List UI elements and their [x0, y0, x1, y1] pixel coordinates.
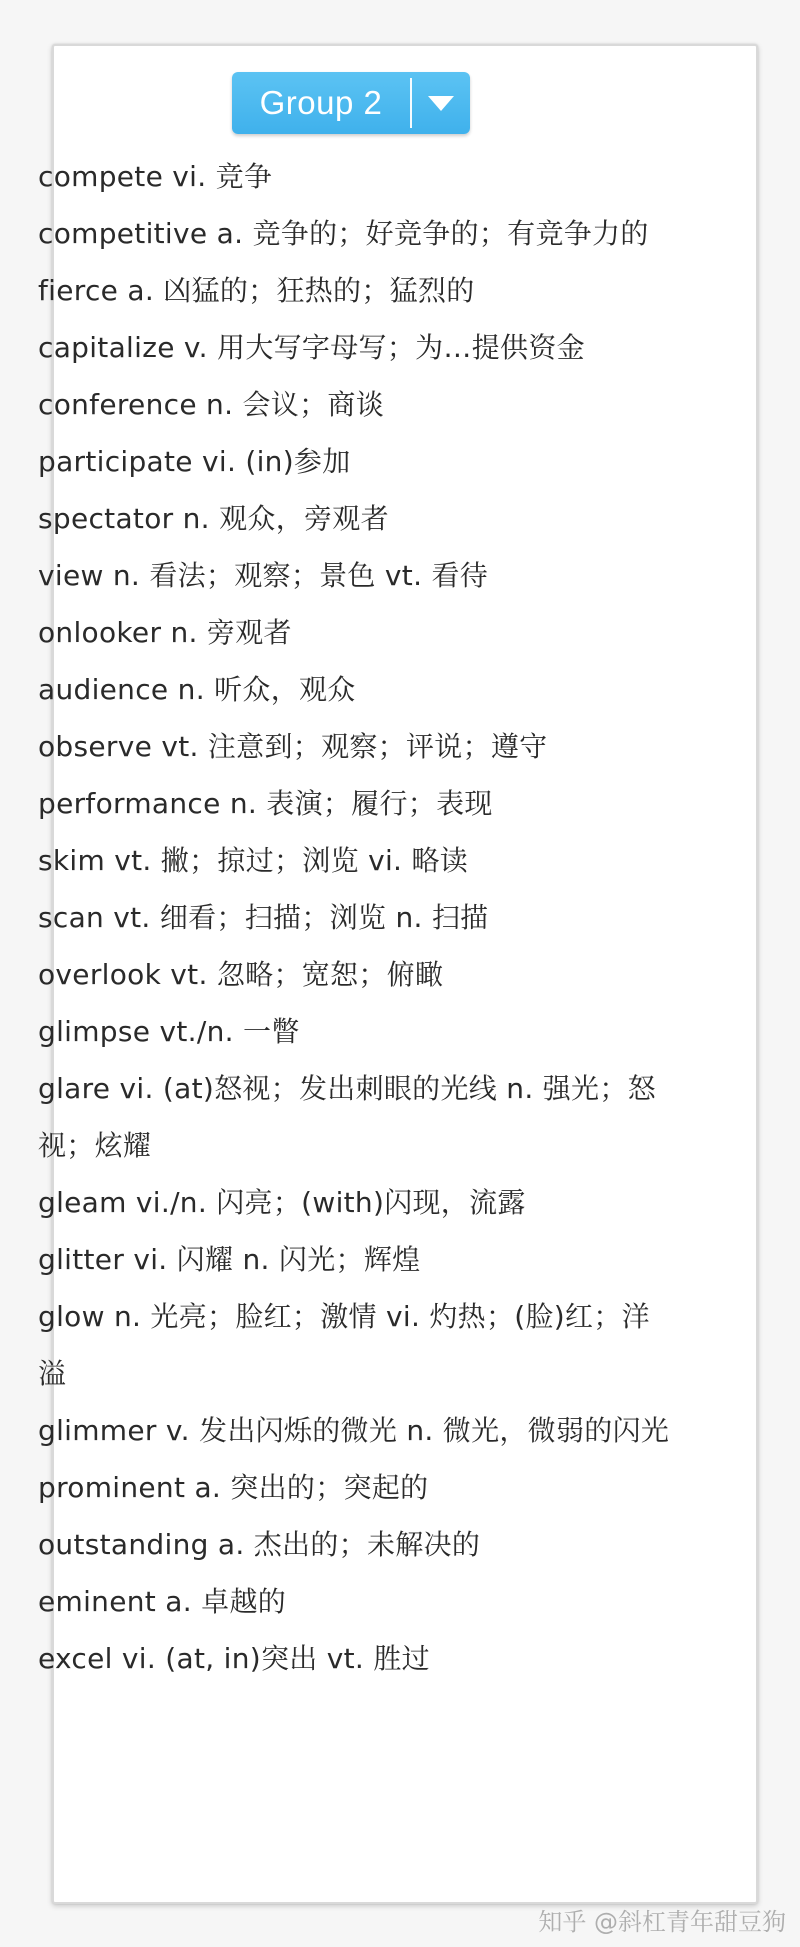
vocab-entry-view: view n. 看法；观察；景色 vt. 看待 [38, 559, 489, 592]
group-selector-divider [410, 78, 412, 128]
chevron-down-icon[interactable] [412, 93, 470, 113]
vocab-entry-glitter: glitter vi. 闪耀 n. 闪光；辉煌 [38, 1243, 421, 1276]
vocab-entry-competitive: competitive a. 竞争的；好竞争的；有竞争力的 [38, 217, 649, 250]
vocab-entry-glow: glow n. 光亮；脸红；激情 vi. 灼热；(脸)红；洋溢 [38, 1300, 650, 1390]
vocab-entry-audience: audience n. 听众，观众 [38, 673, 356, 706]
vocabulary-list [38, 148, 672, 1687]
vocab-entry-glimmer: glimmer v. 发出闪烁的微光 n. 微光，微弱的闪光 [38, 1414, 670, 1447]
source-watermark: 知乎 @斜杠青年甜豆狗 [538, 1908, 786, 1936]
vocab-entry-onlooker: onlooker n. 旁观者 [38, 616, 292, 649]
vocab-entry-performance: performance n. 表演；履行；表现 [38, 787, 493, 820]
vocab-entry-observe: observe vt. 注意到；观察；评说；遵守 [38, 730, 548, 763]
vocab-entry-glimpse: glimpse vt./n. 一瞥 [38, 1015, 300, 1048]
vocab-entry-compete: compete vi. 竞争 [38, 160, 273, 193]
vocab-entry-participate: participate vi. (in)参加 [38, 445, 351, 478]
group-selector-label: Group 2 [259, 84, 383, 121]
vocab-entry-prominent: prominent a. 突出的；突起的 [38, 1471, 429, 1504]
vocab-entry-glare: glare vi. (at)怒视；发出刺眼的光线 n. 强光；怒视；炫耀 [38, 1072, 656, 1162]
group-selector[interactable] [232, 72, 470, 134]
vocab-entry-capitalize: capitalize v. 用大写字母写；为…提供资金 [38, 331, 585, 364]
vocab-entry-gleam: gleam vi./n. 闪亮；(with)闪现，流露 [38, 1186, 526, 1219]
vocab-entry-scan: scan vt. 细看；扫描；浏览 n. 扫描 [38, 901, 489, 934]
vocab-entry-eminent: eminent a. 卓越的 [38, 1585, 287, 1618]
vocab-entry-fierce: fierce a. 凶猛的；狂热的；猛烈的 [38, 274, 475, 307]
vocab-entry-excel: excel vi. (at, in)突出 vt. 胜过 [38, 1642, 430, 1675]
vocab-entry-conference: conference n. 会议；商谈 [38, 388, 384, 421]
vocab-entry-skim: skim vt. 撇；掠过；浏览 vi. 略读 [38, 844, 469, 877]
vocab-entry-overlook: overlook vt. 忽略；宽恕；俯瞰 [38, 958, 444, 991]
vocab-entry-spectator: spectator n. 观众，旁观者 [38, 502, 389, 535]
vocab-entry-outstanding: outstanding a. 杰出的；未解决的 [38, 1528, 481, 1561]
